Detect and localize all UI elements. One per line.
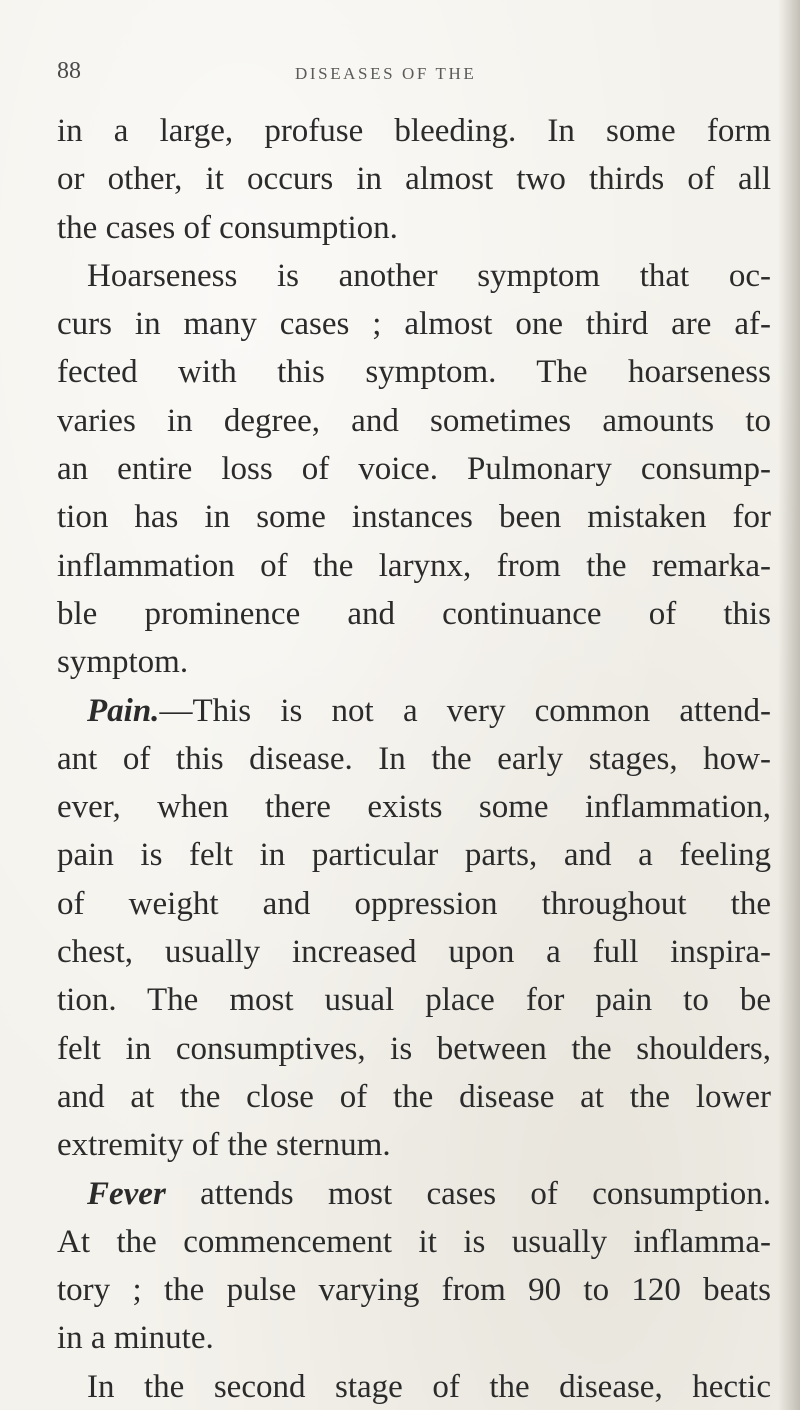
text-line: symptom. [57,644,189,681]
run-in-heading-pain: Pain. [87,692,160,729]
running-title: DISEASES OF THE [295,64,477,83]
page-edge-shadow [778,0,800,1410]
text-line-rest: attends most cases of consumption. [165,1175,771,1212]
text-line: curs in many cases ; almost one third are af- [57,306,771,343]
text-line: of weight and oppression throughout the [57,885,771,922]
text-line: tion. The most usual place for pain to be [57,982,771,1019]
text-line [57,687,771,735]
text-line: At the commencement it is usually inflamma- [57,1223,771,1260]
text-line: ant of this disease. In the early stages, how- [57,740,771,777]
text-line: tory ; the pulse varying from 90 to 120 beats [57,1272,771,1309]
text-line: in a minute. [57,1320,214,1357]
body-text [57,107,771,1410]
text-line: inflammation of the larynx, from the remarka- [57,547,771,584]
text-line: an entire loss of voice. Pulmonary consump- [57,451,771,488]
text-line: the cases of consumption. [57,209,398,246]
text-line: Hoarseness is another symptom that oc- [87,257,771,294]
text-line: in a large, profuse bleeding. In some form [57,113,771,149]
page-number: 88 [57,58,81,84]
text-line: extremity of the sternum. [57,1127,391,1164]
text-line: pain is felt in particular parts, and a feeling [57,837,771,874]
text-line-rest: —This is not a very common attend- [159,692,771,729]
text-line: felt in consumptives, is between the shoulders, [57,1030,771,1067]
text-line: varies in degree, and sometimes amounts to [57,402,771,439]
text-line: ble prominence and continuance of this [57,595,771,632]
text-line [57,1170,771,1218]
text-line: chest, usually increased upon a full inspira- [57,934,771,971]
text-line: ever, when there exists some inflammation, [57,789,771,826]
running-head [57,58,760,92]
run-in-heading-fever: Fever [87,1175,166,1212]
text-line: or other, it occurs in almost two thirds of all [57,161,771,198]
text-line: tion has in some instances been mistaken for [57,499,771,536]
text-line: and at the close of the disease at the lower [57,1078,771,1115]
text-line: In the second stage of the disease, hectic [87,1368,771,1405]
text-line: fected with this symptom. The hoarseness [57,354,771,391]
